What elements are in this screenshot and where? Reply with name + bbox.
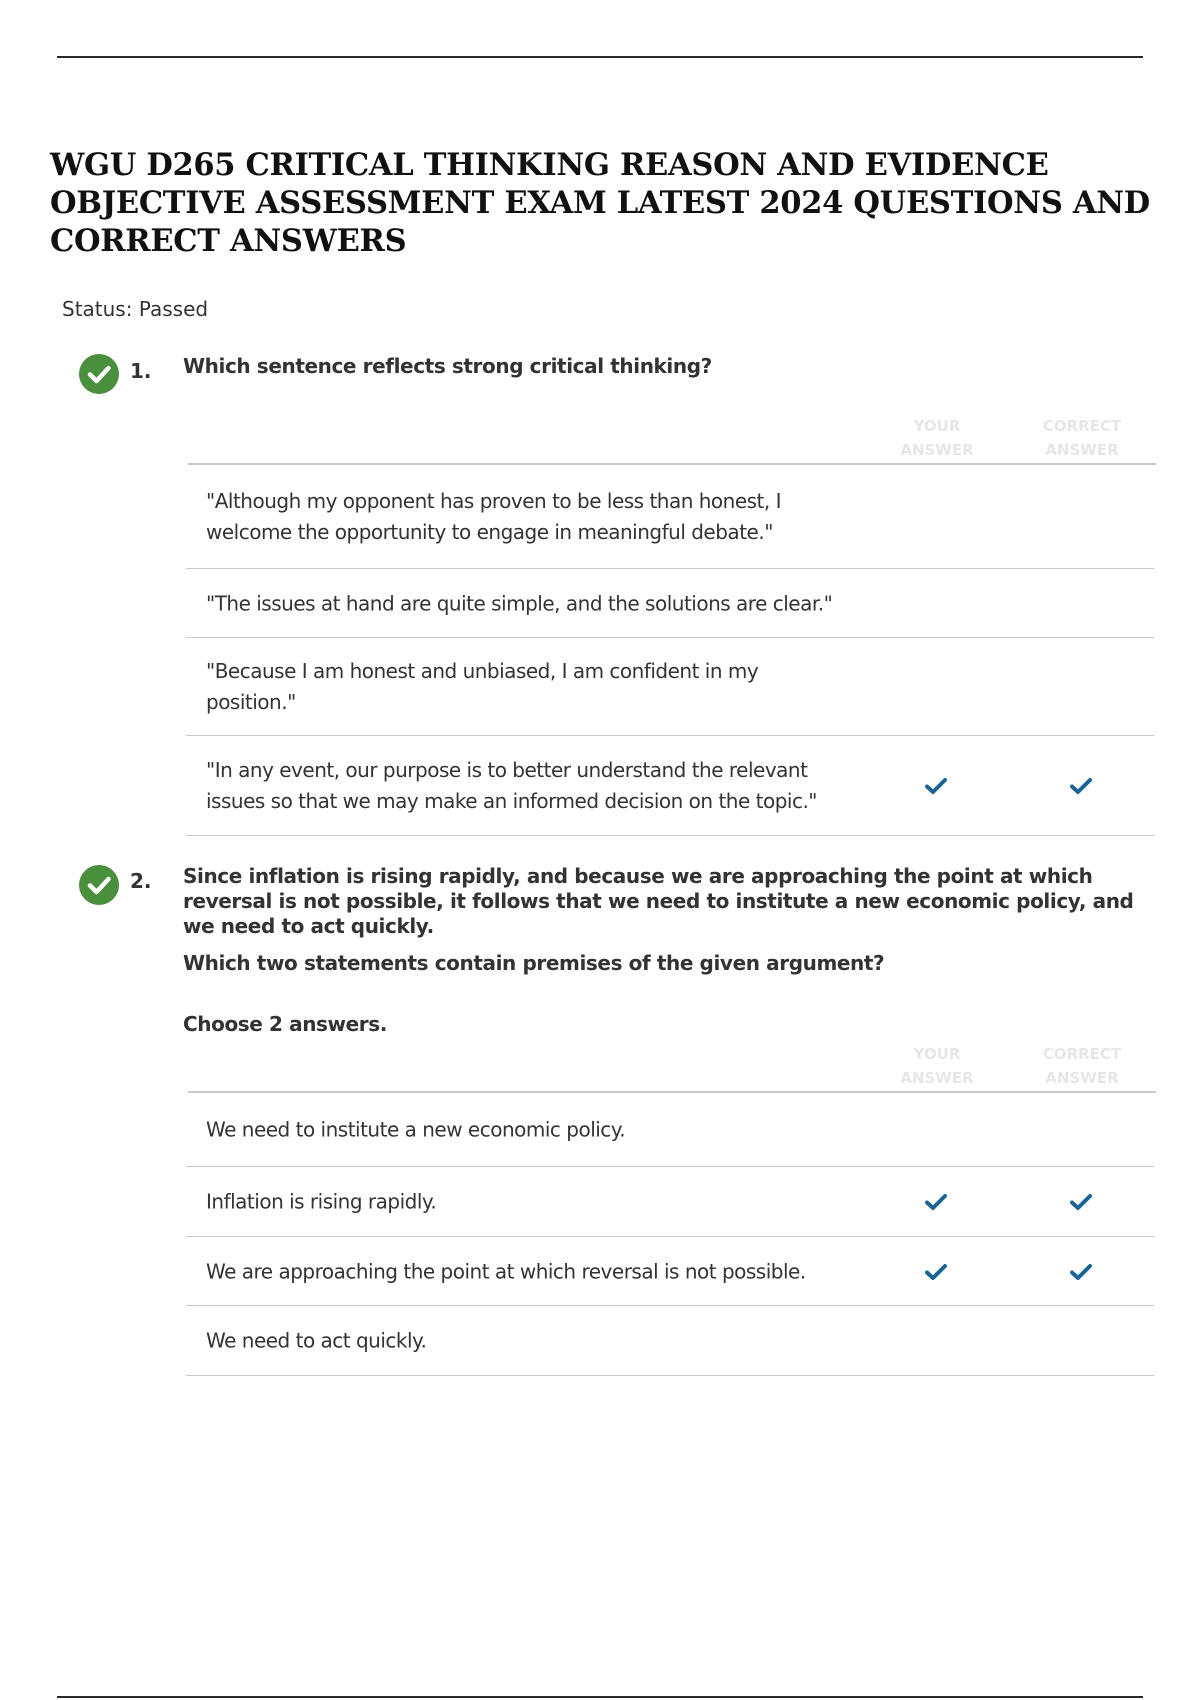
correct-check-icon	[79, 865, 119, 905]
answer-row	[186, 1093, 1154, 1167]
question-sub-prompt: Which two statements contain premises of the given argument?	[183, 951, 885, 975]
correct-answer-check-icon	[1069, 1192, 1093, 1212]
answer-row	[186, 737, 1154, 836]
document-title: WGU D265 CRITICAL THINKING REASON AND EVIDENCE OBJECTIVE ASSESSMENT EXAM LATEST 2024 QUESTIONS AND CORRECT ANSWERS	[50, 147, 1150, 259]
correct-answer-header: CORRECT ANSWER	[1042, 417, 1122, 459]
answer-row	[186, 1168, 1154, 1237]
your-answer-check-icon	[924, 1192, 948, 1212]
answer-row	[186, 570, 1154, 638]
answer-row	[186, 639, 1154, 736]
answer-option-text: Inflation is rising rapidly.	[206, 1189, 437, 1214]
answer-option-text: We need to institute a new economic policy.	[206, 1117, 626, 1141]
your-answer-check-icon	[924, 776, 948, 796]
question-prompt: Since inflation is rising rapidly, and because we are approaching the point at which reversal is not possible, it follows that we need to institute a new economic policy, and we need to act quickly.	[183, 864, 1134, 938]
answer-row	[186, 1307, 1154, 1376]
correct-check-icon	[79, 354, 119, 394]
answer-option-text: We need to act quickly.	[206, 1328, 427, 1353]
question-prompt: Which sentence reflects strong critical thinking?	[183, 354, 712, 378]
question-number: 2.	[130, 869, 152, 893]
answer-option-text: "Although my opponent has proven to be less than honest, I welcome the opportunity to engage in meaningful debate."	[206, 488, 782, 544]
correct-answer-header: CORRECT ANSWER	[1042, 1045, 1122, 1087]
answer-row	[186, 1238, 1154, 1306]
top-rule	[57, 56, 1143, 58]
answer-option-text: We are approaching the point at which reversal is not possible.	[206, 1259, 806, 1283]
your-answer-check-icon	[924, 1262, 948, 1282]
answer-option-text: "Because I am honest and unbiased, I am confident in my position."	[206, 659, 759, 714]
your-answer-header: YOUR ANSWER	[900, 1045, 974, 1087]
answer-instruction: Choose 2 answers.	[183, 1012, 387, 1036]
answer-option-text: "The issues at hand are quite simple, and the solutions are clear."	[206, 591, 833, 615]
answer-option-text: "In any event, our purpose is to better understand the relevant issues so that we may make an informed decision on the topic."	[206, 758, 818, 813]
your-answer-header: YOUR ANSWER	[900, 417, 974, 459]
status-text: Status: Passed	[62, 297, 209, 321]
correct-answer-check-icon	[1069, 776, 1093, 796]
bottom-rule	[57, 1696, 1143, 1698]
question-number: 1.	[130, 359, 152, 383]
answer-row	[186, 465, 1154, 569]
correct-answer-check-icon	[1069, 1262, 1093, 1282]
